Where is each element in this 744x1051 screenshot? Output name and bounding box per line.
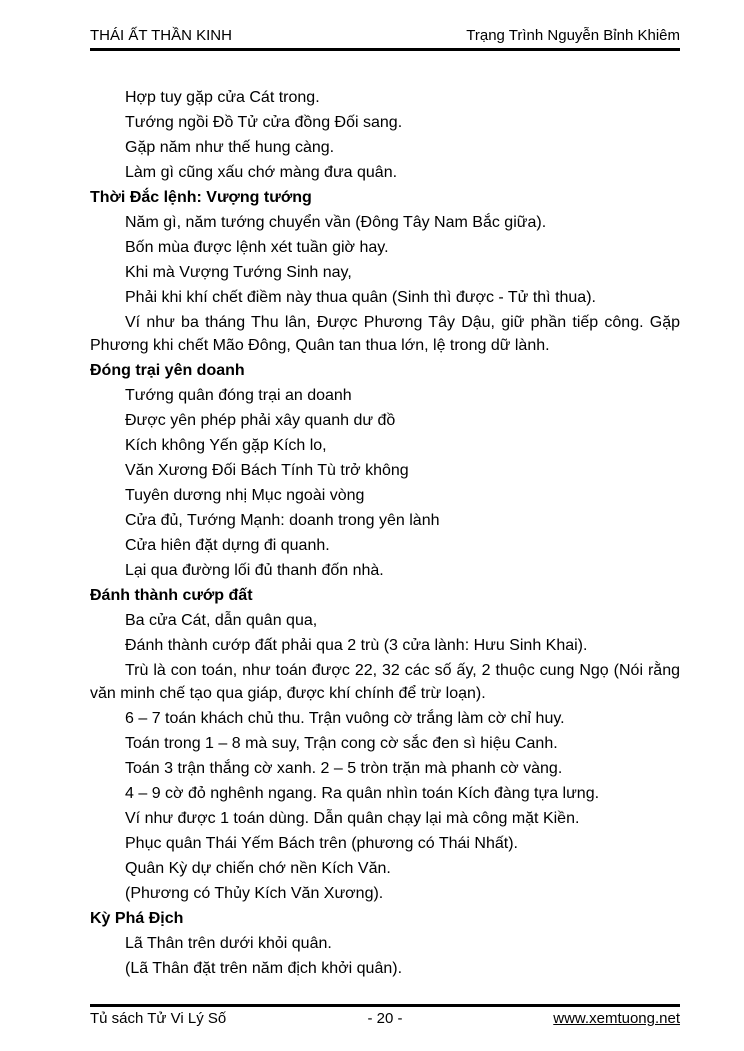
- header-author: Trạng Trình Nguyễn Bỉnh Khiêm: [466, 27, 680, 44]
- verse-line: Khi mà Vượng Tướng Sinh nay,: [125, 264, 352, 281]
- verse-line: Toán trong 1 – 8 mà suy, Trận cong cờ sắc đen sì hiệu Canh.: [125, 735, 558, 752]
- footer-series-title: Tủ sách Tử Vi Lý Số: [90, 1010, 227, 1027]
- section-heading: Đánh thành cướp đất: [90, 587, 253, 604]
- section-heading: Kỳ Phá Địch: [90, 910, 184, 927]
- verse-line: Tuyên dương nhị Mục ngoài vòng: [125, 487, 365, 504]
- verse-line: Năm gì, năm tướng chuyển vần (Đông Tây Nam Bắc giữa).: [125, 214, 547, 231]
- verse-line: Bốn mùa được lệnh xét tuần giờ hay.: [125, 239, 389, 256]
- page-header: [90, 0, 680, 45]
- page-footer: [90, 1004, 680, 1028]
- verse-line: Kích không Yến gặp Kích lo,: [125, 437, 327, 454]
- verse-line: Cửa đủ, Tướng Mạnh: doanh trong yên lành: [125, 512, 440, 529]
- footer-website-link[interactable]: www.xemtuong.net: [553, 1010, 680, 1027]
- section-heading: Đóng trại yên doanh: [90, 362, 245, 379]
- verse-line: Tướng quân đóng trại an doanh: [125, 387, 352, 404]
- verse-line: (Phương có Thủy Kích Văn Xương).: [125, 885, 384, 902]
- verse-line: Lã Thân trên dưới khỏi quân.: [125, 935, 332, 952]
- verse-line: Tướng ngồi Đồ Tử cửa đồng Đối sang.: [125, 114, 403, 131]
- verse-line: Quân Kỳ dự chiến chớ nền Kích Văn.: [125, 860, 391, 877]
- footer-page-number: - 20 -: [367, 1010, 403, 1027]
- verse-line: Toán 3 trận thắng cờ xanh. 2 – 5 tròn trặn mà phanh cờ vàng.: [125, 760, 563, 777]
- footer-rule: [90, 1004, 680, 1007]
- verse-line: Cửa hiên đặt dựng đi quanh.: [125, 537, 330, 554]
- verse-line: Ba cửa Cát, dẫn quân qua,: [125, 612, 318, 629]
- verse-line: (Lã Thân đặt trên năm địch khởi quân).: [125, 960, 403, 977]
- verse-line: Ví như được 1 toán dùng. Dẫn quân chạy lại mà công mặt Kiền.: [125, 810, 580, 827]
- verse-line: Làm gì cũng xấu chớ màng đưa quân.: [125, 164, 398, 181]
- verse-line: 4 – 9 cờ đỏ nghênh ngang. Ra quân nhìn toán Kích đàng tựa lưng.: [125, 785, 600, 802]
- verse-line: Phục quân Thái Yếm Bách trên (phương có Thái Nhất).: [125, 835, 518, 852]
- section-heading: Thời Đắc lệnh: Vượng tướng: [90, 189, 312, 206]
- header-book-title: THÁI ẤT THẦN KINH: [90, 27, 232, 44]
- verse-line: Được yên phép phải xây quanh dư đồ: [125, 412, 396, 429]
- verse-line: Văn Xương Đối Bách Tính Tù trở không: [125, 462, 409, 479]
- verse-line: 6 – 7 toán khách chủ thu. Trận vuông cờ trắng làm cờ chỉ huy.: [125, 710, 565, 727]
- paragraph: Trù là con toán, như toán được 22, 32 các số ấy, 2 thuộc cung Ngọ (Nói rằng văn minh chế tạo qua giáp, được khí chính để trừ loạn).: [90, 662, 680, 702]
- verse-line: Đánh thành cướp đất phải qua 2 trù (3 cửa lành: Hưu Sinh Khai).: [125, 637, 588, 654]
- verse-line: Hợp tuy gặp cửa Cát trong.: [125, 89, 320, 106]
- verse-line: Lại qua đường lối đủ thanh đốn nhà.: [125, 562, 384, 579]
- paragraph: Ví như ba tháng Thu lân, Được Phương Tây Dậu, giữ phần tiếp công. Gặp Phương khi chết Mão Đông, Quân tan thua lớn, lệ trong dữ lành.: [90, 314, 680, 354]
- verse-line: Gặp năm như thế hung càng.: [125, 139, 335, 156]
- header-rule: [90, 48, 680, 51]
- verse-line: Phải khi khí chết điềm này thua quân (Sinh thì được - Tử thì thua).: [125, 289, 596, 306]
- document-body: [90, 86, 680, 980]
